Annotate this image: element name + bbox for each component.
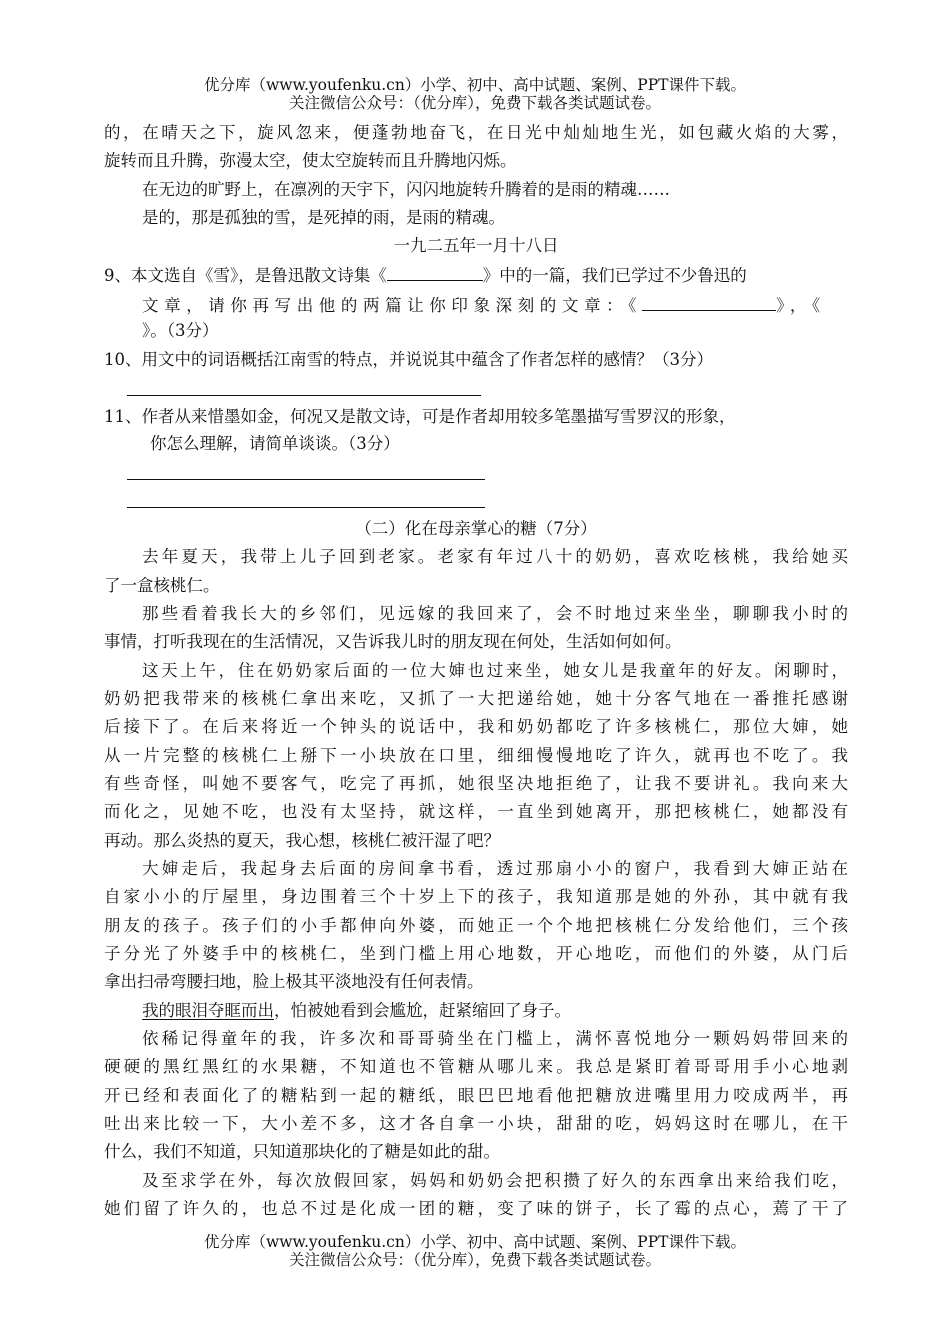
reading1-line: 的，在晴天之下，旋风忽来，便蓬勃地奋飞，在日光中灿灿地生光，如包藏火焰的大雾， (104, 123, 848, 142)
reading1-line: 是的，那是孤独的雪，是死掉的雨，是雨的精魂。 (142, 208, 505, 227)
page-header-line-2: 关注微信公众号：（优分库），免费下载各类试题试卷。 (288, 94, 661, 112)
sentence-rest: ，怕被她看到会尴尬，赶紧缩回了身子。 (274, 1001, 571, 1020)
paragraph-line: 从一片完整的核桃仁上掰下一小块放在口里，细细慢慢地吃了许久，就再也不吃了。我 (104, 746, 848, 765)
paragraph-line: 拿出扫帚弯腰扫地，脸上极其平淡地没有任何表情。 (104, 972, 484, 991)
paragraph-line: 后接下了。在后来将近一个钟头的说话中，我和奶奶都吃了许多核桃仁，那位大婶，她 (104, 717, 848, 736)
paragraph-line: 这天上午，住在奶奶家后面的一位大婶也过来坐，她女儿是我童年的好友。闲聊时， (142, 661, 848, 680)
paragraph-line: 去年夏天，我带上儿子回到老家。老家有年过八十的奶奶，喜欢吃核桃，我给她买 (142, 547, 848, 566)
q9-blank-article-1[interactable] (642, 294, 776, 311)
paragraph-line: 大婶走后，我起身去后面的房间拿书看，透过那扇小小的窗户，我看到大婶正站在 (142, 859, 848, 878)
q9-blank-collection[interactable] (387, 264, 483, 281)
q9-text-part1: 9、本文选自《雪》，是鲁迅散文诗集《 (104, 266, 387, 285)
paragraph-line: 开已经和表面化了的糖粘到一起的糖纸，眼巴巴地看他把糖放进嘴里用力咬成两半，再 (104, 1086, 848, 1105)
q9-text-part2: 》中的一篇，我们已学过不少鲁迅的 (482, 266, 747, 285)
q10-answer-line[interactable] (127, 395, 481, 396)
page-footer-line-2: 关注微信公众号：（优分库），免费下载各类试题试卷。 (288, 1251, 661, 1269)
paragraph-line: 硬硬的黑红黑红的水果糖，不知道也不管糖从哪儿来。我总是紧盯着哥哥用手小心地剥 (104, 1057, 848, 1076)
question-11-line-1: 11、作者从来惜墨如金，何况又是散文诗，可是作者却用较多笔墨描写雪罗汉的形象， (104, 407, 736, 426)
paragraph-line: 什么，我们不知道，只知道那块化的了糖是如此的甜。 (104, 1142, 500, 1161)
paragraph-line: 子分光了外婆手中的核桃仁，坐到门槛上用心地数，开心地吃，而他们的外婆，从门后 (104, 944, 848, 963)
question-10: 10、用文中的词语概括江南雪的特点，并说说其中蕴含了作者怎样的感情？（3分） (104, 350, 713, 369)
paragraph-line: 了一盒核桃仁。 (104, 576, 220, 595)
reading1-date: 一九二五年一月十八日 (393, 236, 559, 255)
paragraph-line: 朋友的孩子。孩子们的小手都伸向外婆，而她正一个个地把核桃仁分发给他们，三个孩 (104, 916, 848, 935)
reading1-line: 在无边的旷野上，在凛冽的天宇下，闪闪地旋转升腾着的是雨的精魂…… (142, 180, 670, 199)
paragraph-line: 再动。那么炎热的夏天，我心想，核桃仁被汗湿了吧？ (104, 831, 500, 850)
page-header-line-1: 优分库（www.youfenku.cn）小学、初中、高中试题、案例、PPT课件下载。 (203, 76, 747, 94)
paragraph-line: 事情，打听我现在的生活情况，又告诉我儿时的朋友现在何处，生活如何如何。 (104, 632, 682, 651)
question-9-line-3: 》。（3分） (142, 321, 219, 340)
underlined-sentence: 我的眼泪夺眶而出 (142, 1001, 274, 1020)
question-9 (104, 264, 848, 287)
paragraph-line: 自家小小的厅屋里，身边围着三个十岁上下的孩子，我知道那是她的外孙，其中就有我 (104, 887, 848, 906)
paragraph-line: 依稀记得童年的我，许多次和哥哥骑坐在门槛上，满怀喜悦地分一颗妈妈带回来的 (142, 1029, 848, 1048)
q9-line2-text: 文章，请你再写出他的两篇让你印象深刻的文章：《 (142, 296, 643, 315)
paragraph-line: 奶奶把我带来的核桃仁拿出来吃，又抓了一大把递给她，她十分客气地在一番推托感谢 (104, 689, 848, 708)
paragraph-line: 而化之，见她不吃，也没有太坚持，就这样，一直坐到她离开，那把核桃仁，她都没有 (104, 802, 848, 821)
reading2-title: （二）化在母亲掌心的糖（7分） (355, 519, 597, 538)
question-9-line-2 (142, 294, 848, 317)
q11-answer-line-1[interactable] (127, 479, 485, 480)
paragraph-line (142, 1000, 848, 1022)
paragraph-line: 那些看着我长大的乡邻们，见远嫁的我回来了，会不时地过来坐坐，聊聊我小时的 (142, 604, 848, 623)
paragraph-line: 有些奇怪，叫她不要客气，吃完了再抓，她很坚决地拒绝了，让我不要讲礼。我向来大 (104, 774, 848, 793)
q9-line2-text-b: 》，《 (776, 296, 826, 315)
q11-answer-line-2[interactable] (127, 507, 485, 508)
paragraph-line: 她们留了许久的，也总不过是化成一团的糖，变了味的饼子，长了霉的点心，蔫了干了 (104, 1199, 848, 1218)
paragraph-line: 及至求学在外，每次放假回家，妈妈和奶奶会把积攒了好久的东西拿出来给我们吃， (142, 1171, 848, 1190)
page-footer-line-1: 优分库（www.youfenku.cn）小学、初中、高中试题、案例、PPT课件下载。 (203, 1233, 747, 1251)
reading1-line: 旋转而且升腾，弥漫太空，使太空旋转而且升腾地闪烁。 (104, 151, 517, 170)
question-11-line-2: 你怎么理解，请简单谈谈。（3分） (150, 434, 400, 453)
paragraph-line: 吐出来比较一下，大小差不多，这才各自拿一小块，甜甜的吃，妈妈这时在哪儿，在干 (104, 1114, 848, 1133)
